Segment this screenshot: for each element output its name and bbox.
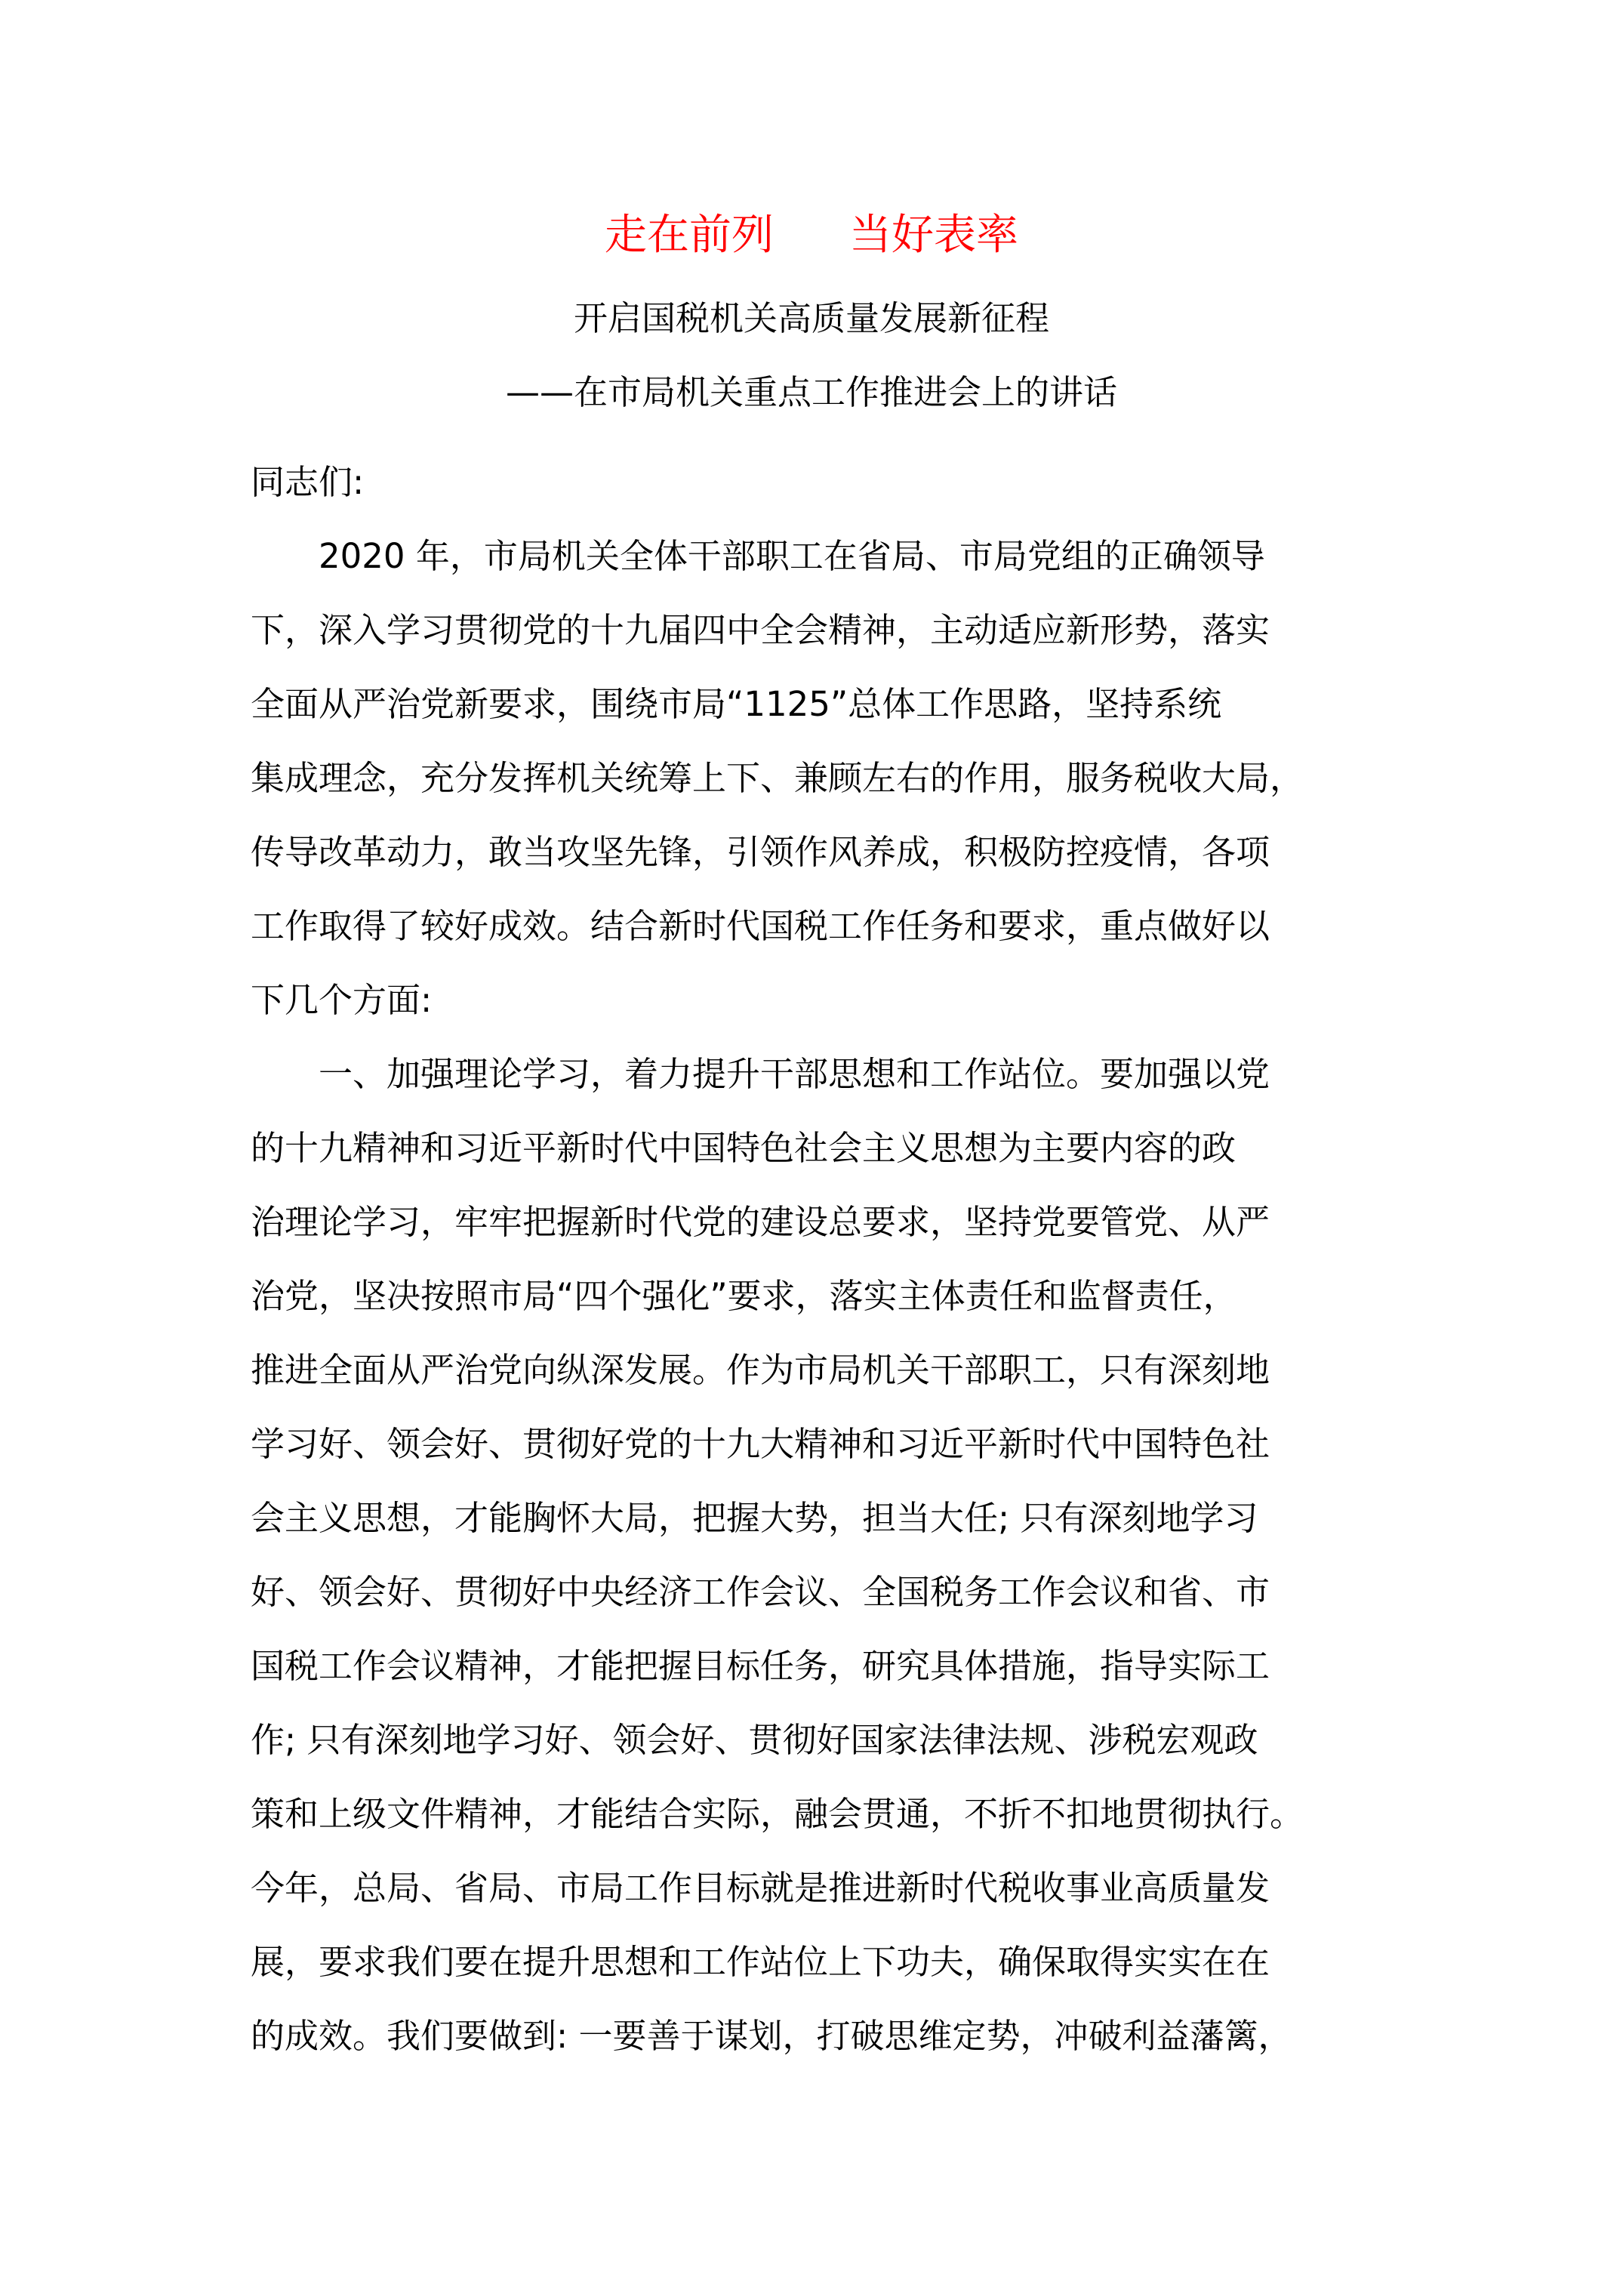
body-line: 的成效。我们要做到: 一要善于谋划，打破思维定势，冲破利益藩篱， (251, 2016, 1292, 2056)
body-line: 国税工作会议精神，才能把握目标任务，研究具体措施，指导实际工 (251, 1646, 1270, 1686)
body-line: 展，要求我们要在提升思想和工作站位上下功夫，确保取得实实在在 (251, 1942, 1270, 1982)
body-line: 推进全面从严治党向纵深发展。作为市局机关干部职工，只有深刻地 (251, 1350, 1270, 1390)
body-line: 一、加强理论学习，着力提升干部思想和工作站位。要加强以党 (319, 1054, 1270, 1094)
body-line: 治理论学习，牢牢把握新时代党的建设总要求，坚持党要管党、从严 (251, 1202, 1270, 1242)
title-part-2: 当好表率 (849, 211, 1018, 260)
salutation: 同志们: (251, 462, 365, 502)
document-body (251, 445, 1383, 2073)
body-line: 好、领会好、贯彻好中央经济工作会议、全国税务工作会议和省、市 (251, 1572, 1270, 1612)
body-line: 会主义思想，才能胸怀大局，把握大势，担当大任; 只有深刻地学习 (251, 1498, 1258, 1538)
body-line: 工作取得了较好成效。结合新时代国税工作任务和要求，重点做好以 (251, 906, 1270, 946)
body-line: 的十九精神和习近平新时代中国特色社会主义思想为主要内容的政 (251, 1128, 1236, 1168)
document-subtitle: 开启国税机关高质量发展新征程 (573, 298, 1049, 338)
body-line: 下，深入学习贯彻党的十九届四中全会精神，主动适应新形势，落实 (251, 610, 1270, 650)
document-title (0, 208, 1623, 263)
title-part-1: 走在前列 (605, 211, 774, 260)
body-line: 今年，总局、省局、市局工作目标就是推进新时代税收事业高质量发 (251, 1868, 1270, 1908)
body-line: 集成理念，充分发挥机关统筹上下、兼顾左右的作用，服务税收大局， (251, 758, 1304, 798)
speech-occasion: ——在市局机关重点工作推进会上的讲话 (505, 372, 1117, 412)
body-line: 传导改革动力，敢当攻坚先锋，引领作风养成，积极防控疫情，各项 (251, 832, 1270, 872)
body-line: 全面从严治党新要求，围绕市局“1125”总体工作思路，坚持系统 (251, 684, 1222, 724)
body-line: 下几个方面: (251, 980, 433, 1020)
body-line: 治党，坚决按照市局“四个强化”要求，落实主体责任和监督责任， (251, 1276, 1237, 1316)
body-line: 策和上级文件精神，才能结合实际，融会贯通，不折不扣地贯彻执行。 (251, 1794, 1304, 1834)
body-line: 作; 只有深刻地学习好、领会好、贯彻好国家法律法规、涉税宏观政 (251, 1720, 1258, 1760)
body-line: 2020 年，市局机关全体干部职工在省局、市局党组的正确领导 (319, 536, 1265, 576)
body-line: 学习好、领会好、贯彻好党的十九大精神和习近平新时代中国特色社 (251, 1424, 1270, 1464)
